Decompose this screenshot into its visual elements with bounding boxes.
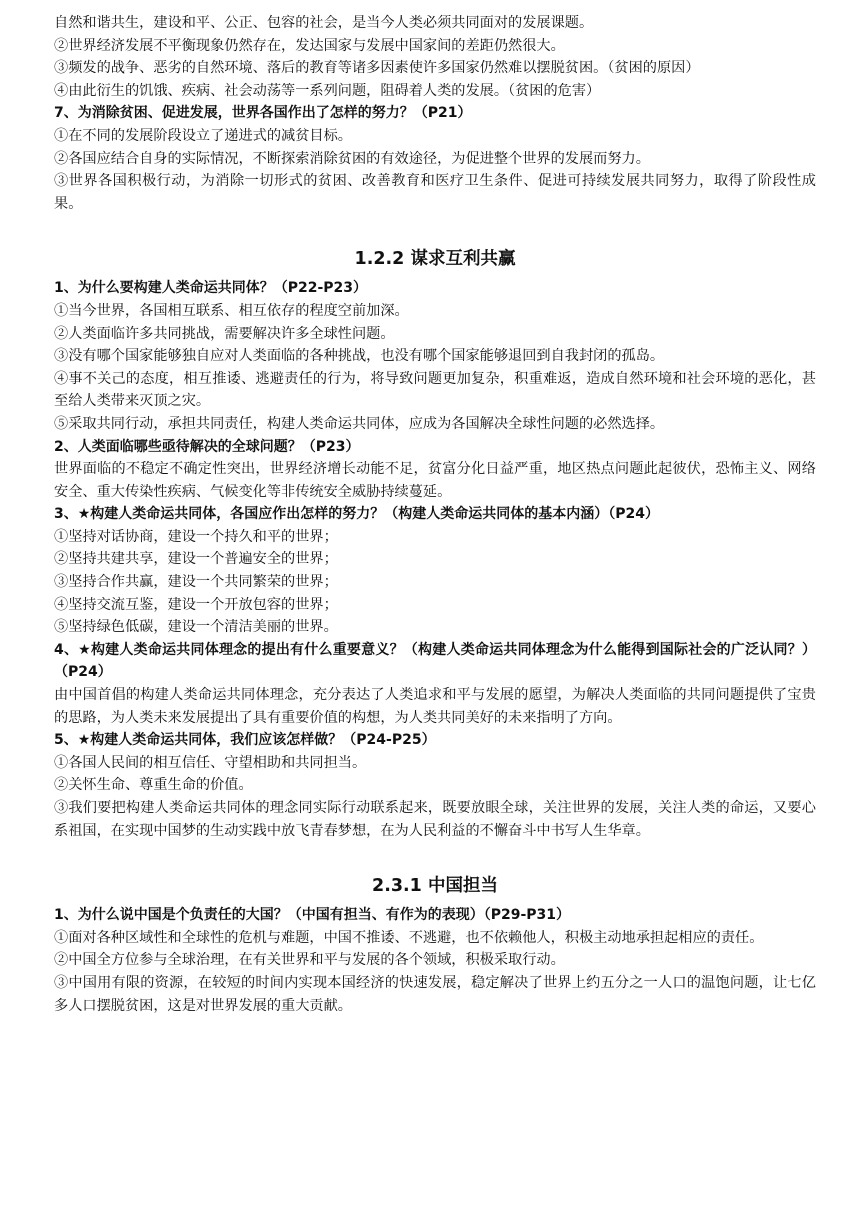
answer-item: ①当今世界，各国相互联系、相互依存的程度空前加深。 [54, 302, 409, 319]
question-heading: 3、★构建人类命运共同体，各国应作出怎样的努力？（构建人类命运共同体的基本内涵）（P24） [54, 506, 660, 523]
answer-item: ①各国人民间的相互信任、守望相助和共同担当。 [54, 754, 367, 771]
answer-item: ②人类面临许多共同挑战，需要解决许多全球性问题。 [54, 325, 395, 342]
answer-item: ③没有哪个国家能够独自应对人类面临的各种挑战，也没有哪个国家能够退回到自我封闭的孤岛。 [54, 348, 665, 365]
answer-item: ①坚持对话协商，建设一个持久和平的世界； [54, 528, 338, 545]
answer-item: ②中国全方位参与全球治理，在有关世界和平与发展的各个领域，积极采取行动。 [54, 952, 565, 969]
paragraph: ②世界经济发展不平衡现象仍然存在，发达国家与发展中国家间的差距仍然很大。 [54, 37, 565, 54]
answer-item: ①在不同的发展阶段设立了递进式的减贫目标。 [54, 127, 352, 144]
answer-item: ⑤采取共同行动，承担共同责任，构建人类命运共同体，应成为各国解决全球性问题的必然选择。 [54, 415, 665, 432]
answer-item: ④坚持交流互鉴，建设一个开放包容的世界； [54, 596, 338, 613]
answer-text: 世界面临的不稳定不确定性突出，世界经济增长动能不足，贫富分化日益严重，地区热点问题此起彼伏，恐怖主义、网络安全、重大传染性疾病、气候变化等非传统安全威胁持续蔓延。 [54, 461, 816, 500]
answer-item: ①面对各种区域性和全球性的危机与难题，中国不推诿、不逃避，也不依赖他人，积极主动地承担起相应的责任。 [54, 929, 764, 946]
question-heading: 5、★构建人类命运共同体，我们应该怎样做？（P24-P25） [54, 732, 436, 749]
answer-item: ③世界各国积极行动，为消除一切形式的贫困、改善教育和医疗卫生条件、促进可持续发展共同努力，取得了阶段性成果。 [54, 173, 816, 212]
question-heading: 2、人类面临哪些亟待解决的全球问题？（P23） [54, 438, 360, 455]
paragraph: ④由此衍生的饥饿、疾病、社会动荡等一系列问题，阻碍着人类的发展。（贫困的危害） [54, 82, 601, 99]
question-heading: 4、★构建人类命运共同体理念的提出有什么重要意义？（构建人类命运共同体理念为什么能得到国际社会的广泛认同？）（P24） [54, 641, 816, 681]
answer-item: ③坚持合作共赢，建设一个共同繁荣的世界； [54, 574, 338, 591]
question-heading: 1、为什么说中国是个负责任的大国？（中国有担当、有作为的表现）（P29-P31） [54, 907, 571, 924]
answer-item: ⑤坚持绿色低碳，建设一个清洁美丽的世界。 [54, 619, 338, 636]
section-title: 1.2.2 谋求互利共赢 [354, 249, 516, 270]
paragraph: ③频发的战争、恶劣的自然环境、落后的教育等诸多因素使许多国家仍然难以摆脱贫困。（贫困的原因） [54, 60, 700, 77]
section-title: 2.3.1 中国担当 [372, 876, 498, 897]
answer-item: ②关怀生命、尊重生命的价值。 [54, 777, 253, 794]
answer-item: ③中国用有限的资源，在较短的时间内实现本国经济的快速发展，稳定解决了世界上约五分之一人口的温饱问题，让七亿多人口摆脱贫困，这是对世界发展的重大贡献。 [54, 974, 816, 1014]
question-heading: 1、为什么要构建人类命运共同体？（P22-P23） [54, 280, 368, 297]
answer-text: 由中国首倡的构建人类命运共同体理念，充分表达了人类追求和平与发展的愿望，为解决人类面临的共同问题提供了宝贵的思路，为人类未来发展提出了具有重要价值的构想，为人类共同美好的未来指明了方向。 [54, 687, 816, 726]
answer-item: ②各国应结合自身的实际情况，不断探索消除贫困的有效途径，为促进整个世界的发展而努力。 [54, 150, 650, 167]
paragraph: 自然和谐共生，建设和平、公正、包容的社会，是当今人类必须共同面对的发展课题。 [54, 15, 594, 31]
answer-item: ②坚持共建共享，建设一个普遍安全的世界； [54, 551, 338, 568]
question-heading: 7、为消除贫困、促进发展，世界各国作出了怎样的努力？（P21） [54, 105, 472, 122]
answer-item: ③我们要把构建人类命运共同体的理念同实际行动联系起来，既要放眼全球，关注世界的发展，关注人类的命运，又要心系祖国，在实现中国梦的生动实践中放飞青春梦想，在为人民利益的不懈奋斗中书写人生华章。 [54, 800, 816, 839]
answer-item: ④事不关己的态度，相互推诿、逃避责任的行为，将导致问题更加复杂，积重难返，造成自然环境和社会环境的恶化，甚至给人类带来灭顶之灾。 [54, 370, 816, 410]
